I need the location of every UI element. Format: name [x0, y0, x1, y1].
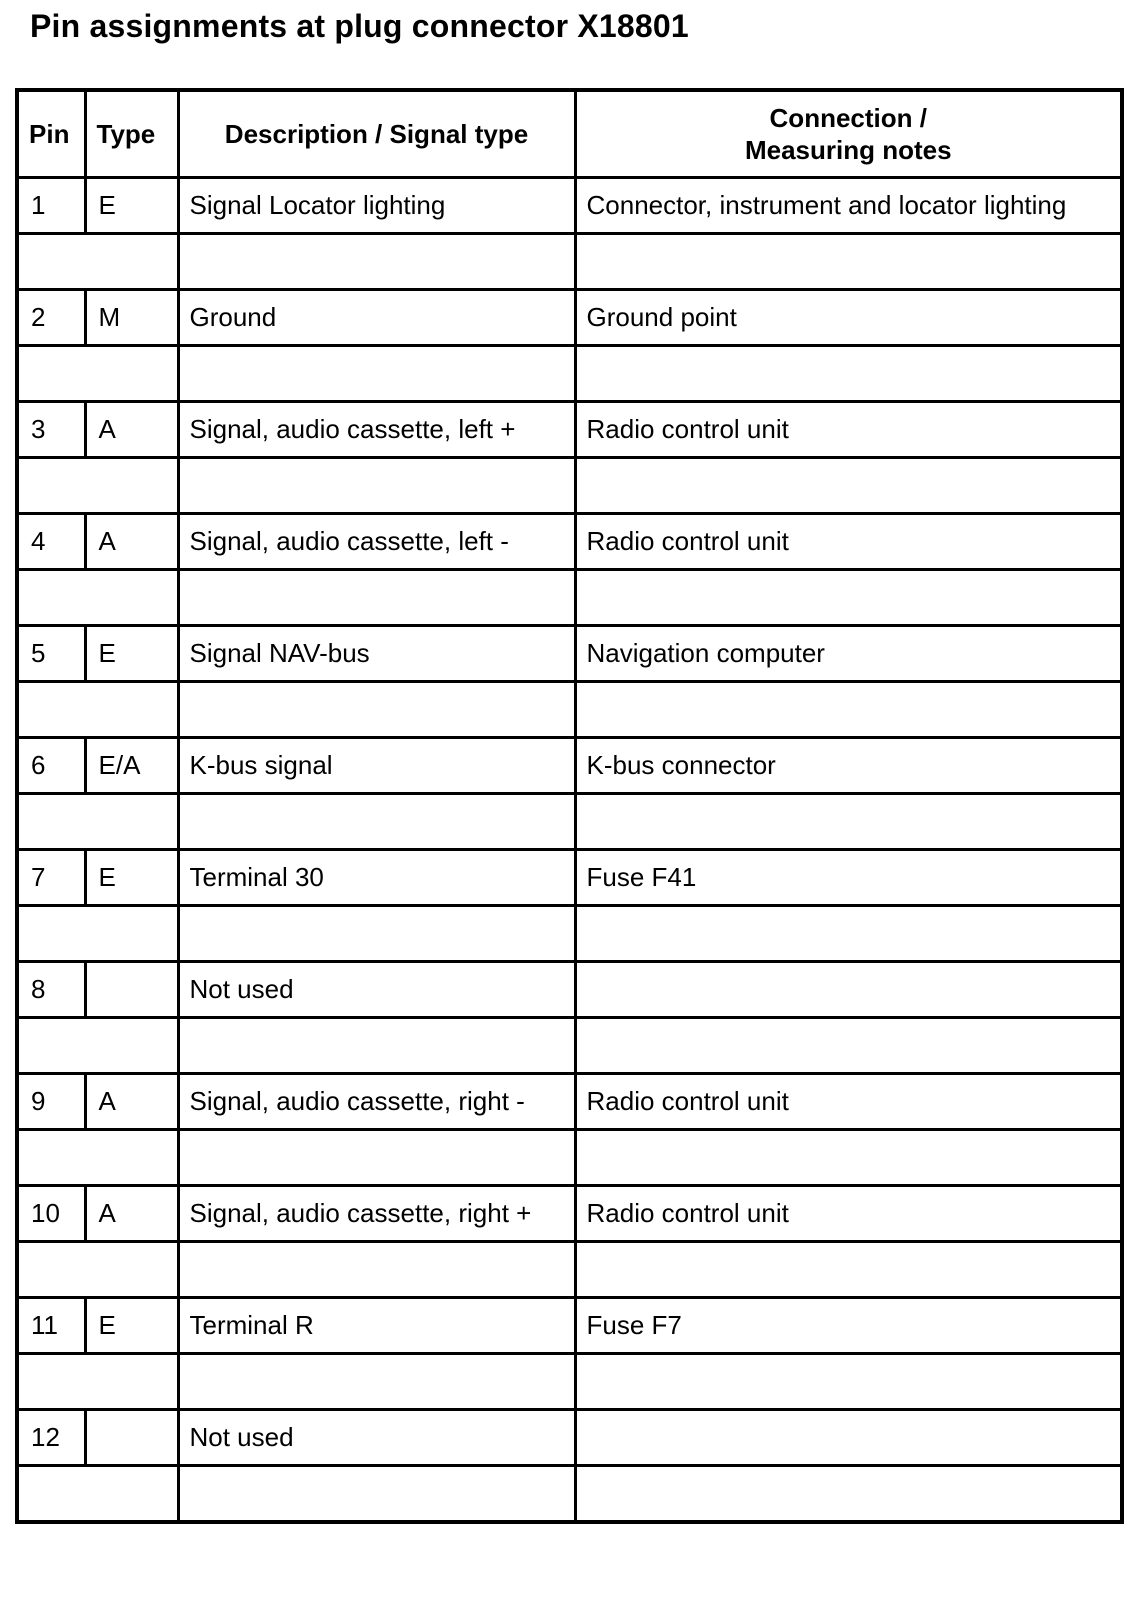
type-cell: A [85, 514, 178, 570]
connection-cell: Fuse F7 [575, 1298, 1122, 1354]
table-spacer-row [17, 906, 1122, 962]
spacer-cell [178, 1130, 575, 1186]
description-cell: Not used [178, 1410, 575, 1466]
table-spacer-row [17, 458, 1122, 514]
table-spacer-row [17, 234, 1122, 290]
pin-cell: 8 [17, 962, 85, 1018]
spacer-cell [575, 1018, 1122, 1074]
connection-cell: Connector, instrument and locator lighting [575, 178, 1122, 234]
spacer-cell [575, 458, 1122, 514]
description-cell: Signal Locator lighting [178, 178, 575, 234]
connection-cell [575, 1410, 1122, 1466]
table-spacer-row [17, 570, 1122, 626]
pin-cell: 1 [17, 178, 85, 234]
description-cell: Signal NAV-bus [178, 626, 575, 682]
connection-cell: Fuse F41 [575, 850, 1122, 906]
spacer-cell [575, 346, 1122, 402]
table-row [17, 178, 1122, 234]
connection-cell [575, 962, 1122, 1018]
description-cell: Signal, audio cassette, left - [178, 514, 575, 570]
spacer-cell [17, 234, 178, 290]
spacer-cell [17, 906, 178, 962]
type-cell: E [85, 1298, 178, 1354]
table-spacer-row [17, 1018, 1122, 1074]
connection-cell: Radio control unit [575, 402, 1122, 458]
table-spacer-row [17, 1466, 1122, 1523]
spacer-cell [17, 1242, 178, 1298]
pin-cell: 7 [17, 850, 85, 906]
table-spacer-row [17, 682, 1122, 738]
description-cell: Ground [178, 290, 575, 346]
pin-cell: 4 [17, 514, 85, 570]
table-spacer-row [17, 1242, 1122, 1298]
pin-cell: 10 [17, 1186, 85, 1242]
type-cell: E [85, 850, 178, 906]
type-cell: M [85, 290, 178, 346]
table-spacer-row [17, 1354, 1122, 1410]
table-row [17, 1074, 1122, 1130]
spacer-cell [178, 458, 575, 514]
header-type: Type [85, 90, 178, 178]
spacer-cell [575, 234, 1122, 290]
spacer-cell [178, 682, 575, 738]
connection-cell: Radio control unit [575, 514, 1122, 570]
description-cell: Not used [178, 962, 575, 1018]
spacer-cell [575, 1242, 1122, 1298]
description-cell: K-bus signal [178, 738, 575, 794]
connection-cell: Ground point [575, 290, 1122, 346]
description-cell: Signal, audio cassette, right + [178, 1186, 575, 1242]
table-body [17, 178, 1122, 1523]
spacer-cell [178, 570, 575, 626]
type-cell: A [85, 1074, 178, 1130]
type-cell: A [85, 1186, 178, 1242]
spacer-cell [178, 1466, 575, 1523]
table-row [17, 514, 1122, 570]
table-row [17, 1410, 1122, 1466]
spacer-cell [17, 794, 178, 850]
type-cell: E/A [85, 738, 178, 794]
pin-cell: 11 [17, 1298, 85, 1354]
spacer-cell [575, 1466, 1122, 1523]
type-cell: E [85, 626, 178, 682]
spacer-cell [575, 794, 1122, 850]
type-cell: A [85, 402, 178, 458]
spacer-cell [178, 234, 575, 290]
page-title: Pin assignments at plug connector X18801 [30, 8, 689, 44]
spacer-cell [17, 1466, 178, 1523]
type-cell [85, 962, 178, 1018]
description-cell: Terminal R [178, 1298, 575, 1354]
table-row [17, 290, 1122, 346]
spacer-cell [17, 1018, 178, 1074]
spacer-cell [575, 906, 1122, 962]
spacer-cell [17, 682, 178, 738]
header-connection [575, 90, 1122, 178]
spacer-cell [178, 1018, 575, 1074]
pin-cell: 3 [17, 402, 85, 458]
table-header-row [17, 90, 1122, 178]
connection-cell: Radio control unit [575, 1186, 1122, 1242]
pin-cell: 2 [17, 290, 85, 346]
spacer-cell [17, 1130, 178, 1186]
connection-cell: K-bus connector [575, 738, 1122, 794]
spacer-cell [575, 1130, 1122, 1186]
table-spacer-row [17, 346, 1122, 402]
spacer-cell [178, 794, 575, 850]
spacer-cell [575, 682, 1122, 738]
table-row [17, 626, 1122, 682]
description-cell: Signal, audio cassette, left + [178, 402, 575, 458]
spacer-cell [178, 906, 575, 962]
header-connection-line1: Connection / [769, 103, 927, 133]
spacer-cell [178, 346, 575, 402]
spacer-cell [575, 570, 1122, 626]
table-row [17, 962, 1122, 1018]
table-row [17, 1186, 1122, 1242]
connection-cell: Radio control unit [575, 1074, 1122, 1130]
table-spacer-row [17, 794, 1122, 850]
spacer-cell [17, 1354, 178, 1410]
spacer-cell [178, 1354, 575, 1410]
spacer-cell [575, 1354, 1122, 1410]
table-row [17, 402, 1122, 458]
description-cell: Terminal 30 [178, 850, 575, 906]
spacer-cell [17, 346, 178, 402]
spacer-cell [17, 458, 178, 514]
table-row [17, 850, 1122, 906]
header-pin: Pin [17, 90, 85, 178]
type-cell: E [85, 178, 178, 234]
spacer-cell [178, 1242, 575, 1298]
pin-cell: 12 [17, 1410, 85, 1466]
pin-assignment-table [15, 88, 1124, 1524]
table-spacer-row [17, 1130, 1122, 1186]
table-row [17, 738, 1122, 794]
description-cell: Signal, audio cassette, right - [178, 1074, 575, 1130]
pin-cell: 6 [17, 738, 85, 794]
type-cell [85, 1410, 178, 1466]
pin-cell: 9 [17, 1074, 85, 1130]
pin-cell: 5 [17, 626, 85, 682]
spacer-cell [17, 570, 178, 626]
table-row [17, 1298, 1122, 1354]
header-connection-line2: Measuring notes [744, 135, 952, 165]
connection-cell: Navigation computer [575, 626, 1122, 682]
header-description: Description / Signal type [178, 90, 575, 178]
